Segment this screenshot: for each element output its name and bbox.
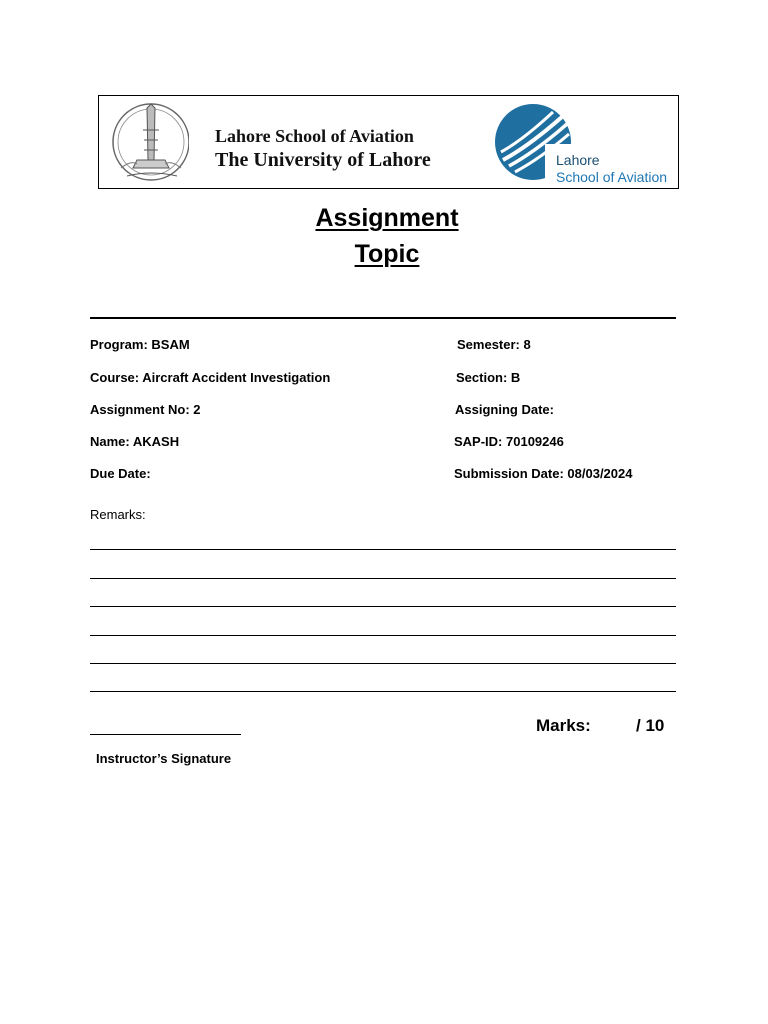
assigning-date-field: Assigning Date:: [455, 402, 554, 417]
remarks-line: [90, 549, 676, 550]
remarks-label: Remarks:: [90, 507, 146, 522]
sap-id-field: SAP-ID: 70109246: [454, 434, 564, 449]
banner-line-university: The University of Lahore: [215, 149, 431, 171]
submission-date-field: Submission Date: 08/03/2024: [454, 466, 633, 481]
remarks-line: [90, 691, 676, 692]
title-topic: Topic: [354, 240, 420, 268]
signature-line: [90, 734, 241, 735]
assignment-no-field: Assignment No: 2: [90, 402, 201, 417]
banner-line-school: Lahore School of Aviation: [215, 126, 414, 146]
logo-text-lahore: Lahore: [556, 152, 600, 168]
title-assignment: Assignment: [315, 204, 459, 232]
remarks-line: [90, 663, 676, 664]
due-date-field: Due Date:: [90, 466, 151, 481]
instructor-signature-label: Instructor’s Signature: [96, 751, 232, 766]
marks-label: Marks:: [536, 716, 591, 735]
header-banner: [98, 95, 679, 189]
section-field: Section: B: [456, 370, 521, 385]
remarks-line: [90, 635, 676, 636]
name-field: Name: AKASH: [90, 434, 180, 449]
logo-text-school: School of Aviation: [556, 169, 668, 185]
remarks-line: [90, 606, 676, 607]
remarks-line: [90, 578, 676, 579]
program-field: Program: BSAM: [90, 337, 190, 352]
divider: [90, 317, 676, 319]
university-seal-icon: [107, 100, 189, 184]
semester-field: Semester: 8: [457, 337, 531, 352]
marks-out-of: / 10: [636, 716, 665, 735]
course-field: Course: Aircraft Accident Investigation: [90, 370, 331, 385]
